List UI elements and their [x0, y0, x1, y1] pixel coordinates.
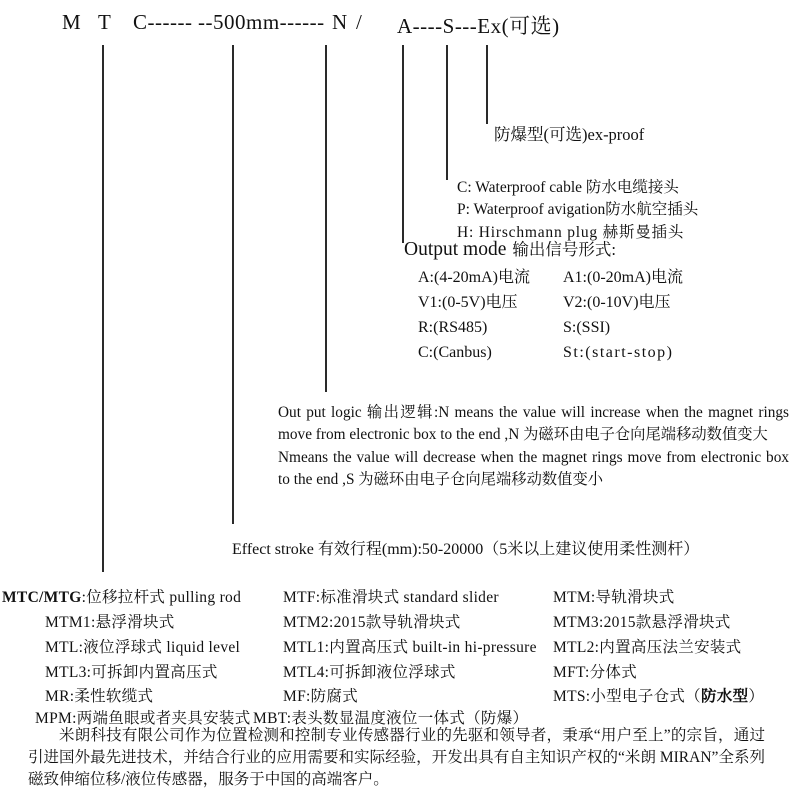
- output-mode-title-en: Output mode: [404, 239, 507, 260]
- model-cell-mpm: MPM:两端鱼眼或者夹具安装式: [35, 710, 251, 727]
- plug-option-h: H: Hirschmann plug 赫斯曼插头: [457, 223, 685, 241]
- code-segment-output-suffix: A----S---Ex(可选): [397, 14, 560, 38]
- model-cell-mtm2: MTM2:2015款导轨滑块式: [283, 614, 461, 631]
- model-cell-mtl: MTL:液位浮球式 liquid level: [45, 639, 241, 656]
- output-mode-row-voltage: [418, 290, 683, 315]
- connector-line-model-type: [102, 45, 104, 572]
- model-cell-mtf: MTF:标准滑块式 standard slider: [283, 589, 499, 606]
- model-code-mtc-mtg: MTC/MTG: [2, 589, 82, 606]
- model-cell-mft: MFT:分体式: [553, 664, 638, 681]
- model-cell-mtm1: MTM1:悬浮滑块式: [45, 614, 175, 631]
- output-option-r: R:(RS485): [418, 319, 488, 336]
- model-cell-mtl1: MTL1:内置高压式 built-in hi-pressure: [283, 639, 537, 656]
- output-logic-paragraph-decrease: Nmeans the value will decrease when the magnet rings move from electronic box to the end ,S 为磁环由电子仓向尾端移动数值变小: [278, 448, 789, 489]
- model-cell-mtc-mtg: [2, 585, 241, 607]
- model-mts-waterproof: 防水型: [700, 688, 749, 705]
- code-segment-series-m: M: [62, 10, 82, 34]
- model-desc-mts: MTS:小型电子仓式（: [553, 688, 701, 705]
- output-option-s: S:(SSI): [563, 319, 611, 336]
- model-cell-mtl2: MTL2:内置高压法兰安装式: [553, 639, 742, 656]
- output-option-a1: A1:(0-20mA)电流: [563, 269, 683, 286]
- connector-line-stroke: [232, 45, 234, 524]
- plug-options: [457, 177, 698, 244]
- output-option-v1: V1:(0-5V)电压: [418, 294, 518, 311]
- output-logic-block: [278, 402, 789, 492]
- model-cell-mtl3: MTL3:可拆卸内置高压式: [45, 664, 218, 681]
- output-option-c: C:(Canbus): [418, 344, 492, 361]
- output-mode-title-zh: 输出信号形式:: [512, 240, 616, 259]
- model-cell-mtm: MTM:导轨滑块式: [553, 589, 675, 606]
- output-mode-options: [418, 265, 683, 365]
- effect-stroke-label: Effect stroke 有效行程(mm):50-20000（5米以上建议使用柔性测杆）: [232, 541, 700, 558]
- model-cell-mf: MF:防腐式: [283, 688, 359, 705]
- ex-proof-label: 防爆型(可选)ex-proof: [494, 125, 645, 144]
- output-logic-paragraph-increase: Out put logic 输出逻辑:N means the value will increase when the magnet rings move from electronic box to the end ,N 为磁环由电子仓向尾端移动数值变大: [278, 404, 789, 444]
- model-cell-mbt: MBT:表头数显温度液位一体式（防爆）: [253, 710, 529, 727]
- connector-line-output-mode: [402, 45, 404, 243]
- connector-line-ex-proof: [486, 45, 488, 124]
- code-segment-type: C------: [133, 10, 193, 34]
- model-desc-mtc-mtg: :位移拉杆式 pulling rod: [81, 589, 242, 606]
- code-segment-logic: N: [332, 10, 348, 34]
- output-option-v2: V2:(0-10V)电压: [563, 294, 671, 311]
- code-segment-series-t: T: [98, 10, 112, 34]
- plug-option-p: P: Waterproof avigation防水航空插头: [457, 201, 699, 219]
- output-option-st: St:(start-stop): [563, 344, 674, 361]
- company-intro: 米朗科技有限公司作为位置检测和控制专业传感器行业的先驱和领导者，秉承“用户至上”的宗旨，通过引进国外最先进技术，并结合行业的应用需要和实际经验，开发出具有自主知识产权的“米朗 MIRAN”全系列磁致伸缩位移/液位传感器，服务于中国的高端客户。: [28, 727, 765, 788]
- connector-line-plug-type: [446, 45, 448, 180]
- output-mode-row-digital: [418, 315, 683, 340]
- model-cell-mr: MR:柔性软缆式: [45, 688, 154, 705]
- code-segment-stroke: --500mm------: [198, 10, 325, 34]
- output-mode-row-current: [418, 265, 683, 290]
- model-cell-mtm3: MTM3:2015款悬浮滑块式: [553, 614, 731, 631]
- output-option-a: A:(4-20mA)电流: [418, 269, 530, 286]
- model-mts-close-paren: ）: [748, 688, 765, 705]
- code-segment-slash: /: [356, 10, 363, 34]
- connector-line-output-logic: [325, 45, 327, 392]
- output-mode-row-bus: [418, 340, 683, 365]
- model-cell-mts: [553, 684, 764, 706]
- output-mode-title: [404, 236, 683, 261]
- output-mode-block: [404, 236, 683, 365]
- plug-option-c: C: Waterproof cable 防水电缆接头: [457, 179, 679, 196]
- model-cell-mtl4: MTL4:可拆卸液位浮球式: [283, 664, 456, 681]
